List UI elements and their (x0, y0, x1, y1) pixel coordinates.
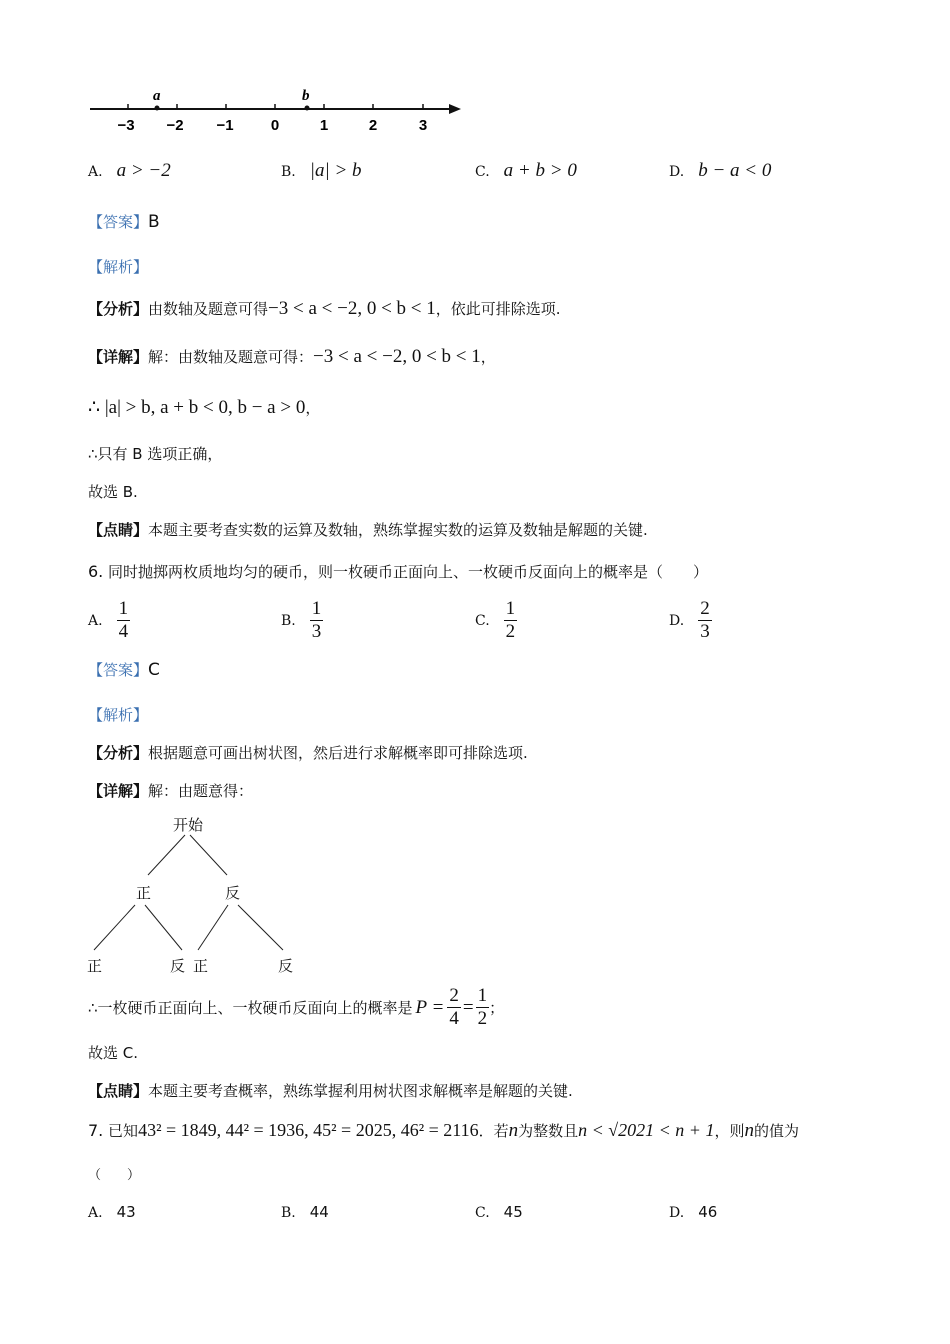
xiangjie-math: −3 < a < −2, 0 < b < 1 (313, 346, 481, 367)
q6-stem (88, 561, 708, 582)
tick-label: 2 (368, 117, 378, 134)
option-fraction (117, 598, 131, 643)
q5-dianjing (88, 519, 648, 540)
question-number: 7. (88, 1121, 104, 1140)
tree-diagram (80, 810, 320, 980)
q6-dianjing (88, 1080, 573, 1101)
fraction-den: 4 (118, 621, 129, 642)
q6-option-b (281, 598, 323, 643)
xiangjie-text: 解：由数轴及题意可得： (148, 348, 314, 366)
conclusion-frac2 (476, 985, 490, 1030)
answer-value: C (148, 660, 160, 680)
tree-leaf: 反 (278, 957, 294, 975)
stem-n: n (744, 1120, 754, 1141)
fenxi-tag: 【分析】 (88, 300, 149, 318)
dianjing-text: 本题主要考查概率，熟练掌握利用树状图求解概率是解题的关键. (148, 1082, 573, 1100)
fraction-den: 2 (477, 1008, 488, 1029)
q5-line3: 故选 B. (88, 483, 138, 501)
tick-label: 3 (418, 117, 428, 134)
q7-option-b (281, 1203, 329, 1221)
question-number: 6. (88, 562, 104, 581)
fraction-den: 3 (700, 621, 710, 642)
tree-leaf: 反 (170, 957, 186, 975)
stem-text: ，则 (714, 1122, 745, 1140)
number-line (85, 88, 470, 136)
dianjing-tag: 【点睛】 (88, 521, 149, 539)
fenxi-text-end: ，依此可排除选项. (435, 300, 561, 318)
fraction-num: 2 (700, 598, 710, 619)
answer-tag: 【答案】 (88, 661, 149, 679)
dianjing-text: 本题主要考查实数的运算及数轴，熟练掌握实数的运算及数轴是解题的关键. (148, 521, 648, 539)
q6-jiexi: 【解析】 (88, 706, 149, 724)
question-stem: 同时抛掷两枚质地均匀的硬币，则一枚硬币正面向上、一枚硬币反面向上的概率是（ ） (108, 563, 709, 581)
q6-option-a (88, 598, 130, 643)
q7-option-a (88, 1203, 136, 1221)
option-label: C. (475, 612, 490, 629)
option-expr: a + b > 0 (503, 160, 577, 181)
option-label: D. (669, 1205, 685, 1221)
stem-text: 为整数且 (518, 1122, 579, 1140)
conclusion-frac1 (447, 985, 461, 1030)
stem-math: 43² = 1849, 44² = 1936, 45² = 2025, 46² = 2116 (138, 1120, 479, 1140)
tree-root: 开始 (173, 816, 204, 834)
point-b-label: b (302, 88, 310, 104)
xiangjie-text: 解：由题意得： (148, 782, 254, 800)
fraction-num: 1 (477, 985, 488, 1006)
q6-option-c (475, 598, 517, 643)
tick-label: −2 (166, 117, 184, 134)
fenxi-math: −3 < a < −2, 0 < b < 1 (268, 298, 436, 319)
q5-xiangjie (88, 346, 496, 368)
option-label: D. (669, 164, 685, 180)
conclusion-text: ∴一枚硬币正面向上、一枚硬币反面向上的概率是 (88, 999, 413, 1017)
point-a-label: a (153, 88, 161, 104)
q5-jiexi: 【解析】 (88, 258, 149, 276)
q5-answer (88, 211, 160, 232)
tree-node-tails: 反 (225, 884, 241, 902)
dianjing-tag: 【点睛】 (88, 1082, 149, 1100)
option-label: B. (281, 164, 296, 180)
conclusion-p: P = (415, 996, 445, 1018)
answer-value: B (148, 212, 160, 232)
option-label: D. (669, 612, 685, 629)
q6-conclusion (88, 985, 504, 1030)
q7-option-d (669, 1203, 717, 1221)
fenxi-tag: 【分析】 (88, 744, 149, 762)
q5-option-a (88, 160, 171, 182)
q5-fenxi (88, 298, 561, 320)
tree-leaf: 正 (193, 957, 209, 975)
line1-end: ， (305, 399, 321, 417)
point-b-dot (305, 106, 310, 111)
option-value: 43 (116, 1203, 136, 1221)
option-expr: |a| > b (309, 160, 362, 181)
stem-text: ．若 (478, 1122, 509, 1140)
tree-leaf: 正 (87, 957, 103, 975)
fraction-den: 2 (505, 621, 516, 642)
option-value: 46 (698, 1203, 718, 1221)
line1-math: ∴ |a| > b, a + b < 0, b − a > 0 (88, 397, 306, 418)
option-fraction (504, 598, 518, 643)
q5-option-c (475, 160, 577, 182)
xiangjie-tag: 【详解】 (88, 782, 149, 800)
option-label: A. (88, 1205, 103, 1221)
answer-tag: 【答案】 (88, 213, 149, 231)
fraction-den: 3 (311, 621, 322, 642)
q7-option-c (475, 1203, 523, 1221)
option-fraction (698, 598, 712, 643)
fraction-num: 1 (311, 598, 322, 619)
conclusion-eq: = (462, 996, 474, 1018)
option-label: C. (475, 164, 490, 180)
option-expr: b − a < 0 (698, 160, 772, 181)
fenxi-text: 根据题意可画出树状图，然后进行求解概率即可排除选项. (148, 744, 528, 762)
option-value: 44 (309, 1203, 329, 1221)
stem-text: 的值为 (753, 1122, 799, 1140)
xiangjie-tag: 【详解】 (88, 348, 149, 366)
option-label: A. (88, 612, 103, 629)
fraction-den: 4 (449, 1008, 459, 1029)
fraction-num: 1 (118, 598, 129, 619)
stem-text: 已知 (108, 1122, 139, 1140)
conclusion-end: ； (489, 999, 505, 1017)
q7-stem (88, 1120, 799, 1142)
option-fraction (310, 598, 324, 643)
fraction-num: 2 (449, 985, 459, 1006)
q6-choose: 故选 C. (88, 1044, 139, 1062)
q7-paren: （ ） (88, 1168, 141, 1183)
q5-option-b (281, 160, 362, 182)
tick-label: 1 (319, 117, 329, 134)
option-expr: a > −2 (116, 160, 171, 181)
option-label: A. (88, 164, 103, 180)
option-label: C. (475, 1205, 490, 1221)
q5-option-d (669, 160, 771, 182)
q5-line2: ∴只有 B 选项正确， (88, 445, 223, 463)
tick-label: 0 (270, 117, 280, 134)
option-label: B. (281, 612, 296, 629)
q6-option-d (669, 598, 712, 643)
q6-fenxi (88, 742, 528, 763)
q6-answer (88, 659, 160, 680)
tree-node-heads: 正 (136, 884, 152, 902)
stem-n: n (508, 1120, 519, 1141)
fraction-num: 1 (505, 598, 516, 619)
option-value: 45 (503, 1203, 523, 1221)
stem-inequality: n < √2021 < n + 1 (578, 1120, 715, 1140)
point-a-dot (155, 106, 160, 111)
fenxi-text: 由数轴及题意可得 (148, 300, 269, 318)
tick-label: −3 (117, 117, 135, 134)
option-label: B. (281, 1205, 296, 1221)
q5-line1 (88, 396, 320, 419)
xiangjie-end: ， (480, 348, 496, 366)
q6-xiangjie (88, 780, 253, 801)
tick-label: −1 (216, 117, 234, 134)
